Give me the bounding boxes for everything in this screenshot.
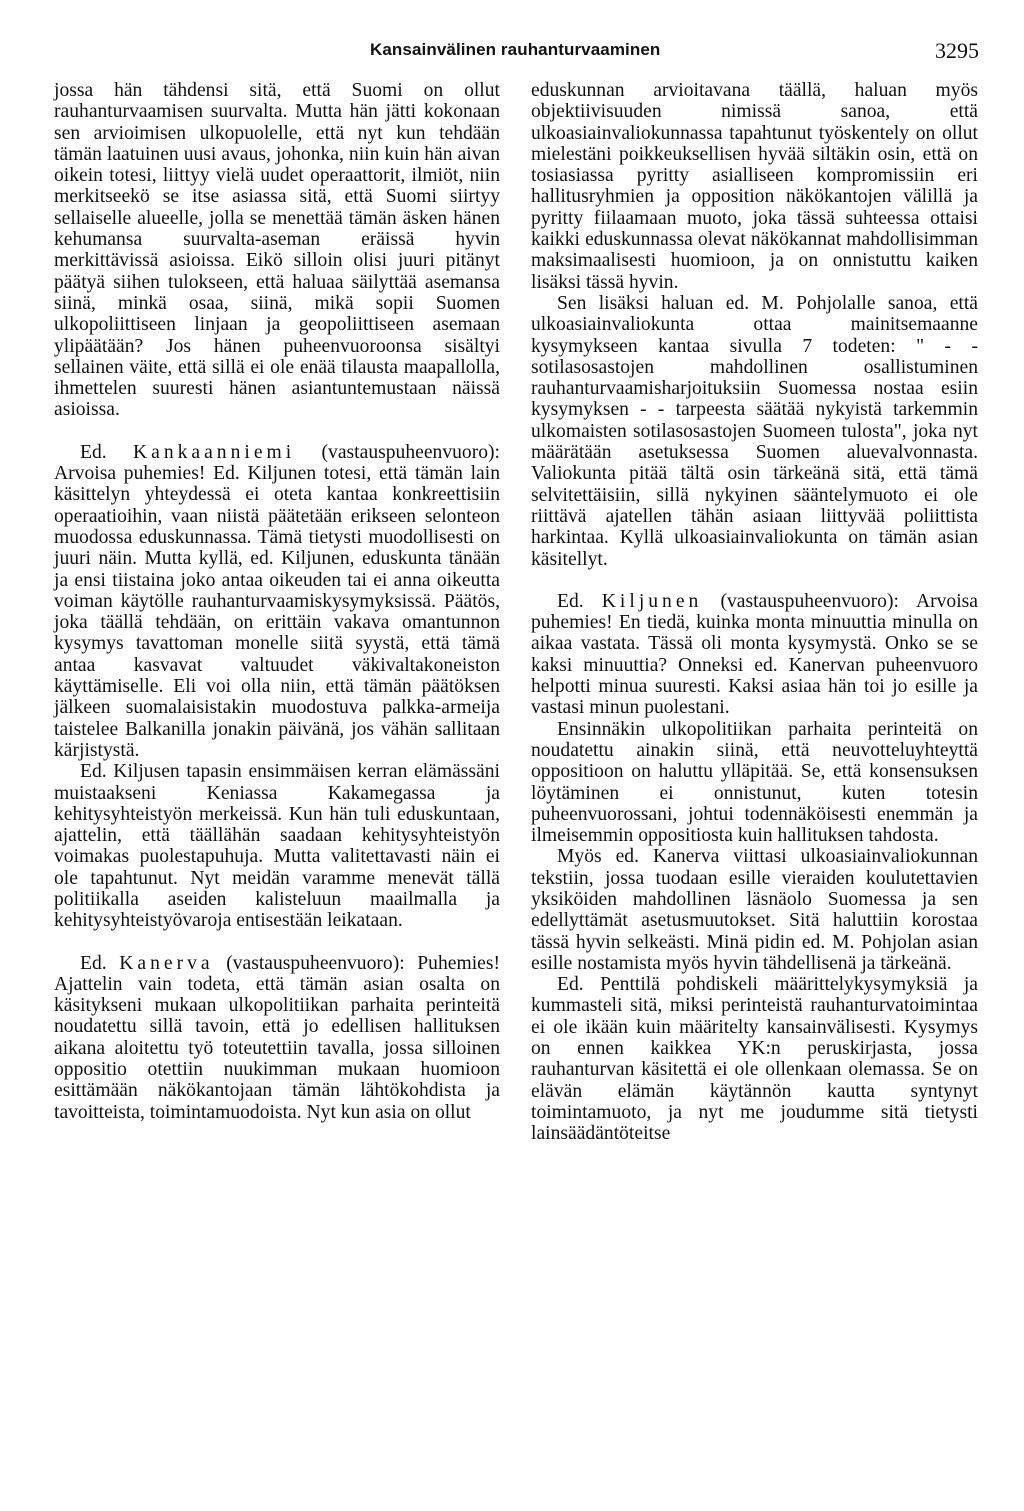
left-column	[54, 80, 500, 1123]
speech-kankaanniemi	[54, 442, 500, 761]
paragraph: jossa hän tähdensi sitä, että Suomi on ollut rauhanturvaamisen suurvalta. Mutta hän jätti kokonaan sen arvioimisen ulkopuolelle, että nyt kun tehdään tämän laatuinen uusi avaus, johonka, niin kuin hän aivan oikein totesi, liittyy vielä uudet operaattorit, ilmiöt, niin merkitseekö se itse asiassa sitä, että Suomi siirtyy sellaiselle alueelle, jolla se menettää tämän äsken hänen kehumansa suurvalta-aseman eräissä hyvin merkittävissä asioissa. Eikö silloin olisi juuri pitänyt päätyä siihen tulokseen, että haluaa säilyttää asemansa siinä, minkä osaa, siinä, mikä sopii Suomen ulkopoliittiseen linjaan ja geopoliittiseen asemaan ylipäätään? Jos hänen puheenvuoroonsa sisältyi sellainen väite, että sillä ei ole enää tilausta maapallolla, ihmettelen suuresti hänen asiantuntemustaan näissä asioissa.	[54, 80, 500, 421]
speaker-name: Kankaanniemi	[132, 441, 296, 463]
speech-text: (vastauspuheenvuoro): Arvoisa puhemies! En tiedä, kuinka monta minuuttia minulla on aikaa vastata. Tässä oli monta kysymystä. Onko se se kaksi minuuttia? Onneksi ed. Kanervan puheenvuoro helpotti minua suuresti. Kaksi asiaa hän toi jo esille ja vastasi minun puolestani.	[531, 590, 978, 719]
speaker-name: Kiljunen	[601, 590, 703, 612]
speech-text: (vastauspuheenvuoro): Puhemies! Ajattelin vain todeta, että tämän asian osalta on käsitykseni mukaan ulkopolitiikan parhaita perinteitä noudatettu sillä tavoin, että jo edellisen hallituksen aikana aloitettu työ toteutettiin tavalla, jossa silloinen oppositio otettiin nuukimman mukaan huomioon esittämään näkökantojaan tämän lähtökohdista ja tavoitteista, toimintamuodoista. Nyt kun asia on ollut	[54, 952, 500, 1123]
speaker-name: Kanerva	[119, 952, 214, 974]
speech-kanerva	[54, 953, 500, 1123]
running-title: Kansainvälinen rauhanturvaaminen	[370, 40, 661, 59]
right-column	[531, 80, 978, 1145]
paragraph: Ed. Penttilä pohdiskeli määrittelykysymyksiä ja kummasteli sitä, miksi perinteistä rauhanturvatoimintaa ei ole ikään kuin määritelty kansainvälisesti. Kysymys on ennen kaikkea YK:n peruskirjasta, jossa rauhanturvan käsitettä ei ole ollenkaan olemassa. Se on elävän elämän käytännön kautta syntynyt toimintamuoto, ja nyt me joudumme sitä tietysti lainsäädäntöteitse	[531, 974, 978, 1145]
page-number: 3295	[935, 38, 979, 63]
paragraph: Sen lisäksi haluan ed. M. Pohjolalle sanoa, että ulkoasiainvaliokunta ottaa mainitsemaanne kysymykseen kantaa sivulla 7 todeten: " - - sotilasosastojen mahdollinen osallistuminen rauhanturvaamisharjoituksiin Suomessa nostaa esiin kysymyksen - - tarpeesta säätää nykyistä tarkemmin ulkomaisten sotilasosastojen Suomeen tulosta", joka nyt määrätään asetuksessa Suomen aluevalvonnasta. Valiokunta pitää tältä osin tärkeänä sitä, että tämä selvitettäisiin, sillä nykyinen sääntelymuoto ei ole riittävä ajatellen tähän asiaan liittyvää poliittista harkintaa. Kyllä ulkoasiainvaliokunta on tämän asian käsitellyt.	[531, 292, 978, 570]
paragraph: Ensinnäkin ulkopolitiikan parhaita perinteitä on noudatettu ainakin siinä, että neuvotteluyhteyttä oppositioon on haluttu ylläpitää. Se, että konsensuksen löytäminen ei onnistunut, kuten totesin puheenvuorossani, johtui todennäköisesti enemmän ja ilmeisemmin oppositiosta kuin hallituksen tahdosta.	[531, 718, 978, 847]
paragraph: Myös ed. Kanerva viittasi ulkoasiainvaliokunnan tekstiin, jossa tuodaan esille vieraiden koulutettavien yksiköiden mahdollinen läsnäolo Suomessa ja sen edellyttämät asetusmuutokset. Sitä haluttiin korostaa tässä hyvin selkeästi. Minä pidin ed. M. Pohjolan asian esille nostamista myös hyvin tähdellisenä ja tärkeänä.	[531, 846, 978, 974]
paragraph: eduskunnan arvioitavana täällä, haluan myös objektiivisuuden nimissä sanoa, että ulkoasiainvaliokunnassa tapahtunut työskentely on ollut mielestäni poikkeuksellisen hyvää siltäkin osin, että on tosiasiassa pyritty asialliseen kompromissiin eri hallitusryhmien ja opposition näkökantojen välillä ja pyritty fiilaamaan muoto, joka tässä suhteessa ottaisi kaikki eduskunnassa olevat näkökannat mahdollisimman maksimaalisesti huomioon, ja on onnistuttu kaiken lisäksi tässä hyvin.	[531, 80, 978, 293]
speech-text: (vastauspuheenvuoro): Arvoisa puhemies! Ed. Kiljunen totesi, että tämän lain käsittelyn yhteydessä ei oteta kantaa konkreettisiin operaatioihin, vaan niistä päätetään erikseen selonteon muodossa eduskunnassa. Tämä tietysti muodollisesti on juuri näin. Mutta kyllä, ed. Kiljunen, eduskunta tänään ja ensi tiistaina joko antaa oikeuden tai ei anna oikeutta voiman käytölle rauhanturvaamiskysymyksissä. Päätös, joka täällä tehdään, on erittäin vakava omantunnon kysymys tavattoman monelle siitä syystä, että tämä antaa kasvavat valtuudet väkivaltakoneiston käyttämiselle. Eli voi olla niin, että tämän päätöksen jälkeen suomalaisistakin muodostuva palkka-armeija taistelee Balkanilla jonakin päivänä, jos vähän sallitaan kärjistystä.	[54, 441, 500, 761]
speech-prefix: Ed.	[557, 590, 584, 612]
paragraph: Ed. Kiljusen tapasin ensimmäisen kerran elämässäni muistaakseni Keniassa Kakamegassa ja kehitysyhteistyön merkeissä. Kun hän tuli eduskuntaan, ajattelin, että täällähän saadaan kehitysyhteistyön voimakas puolestapuhuja. Mutta valitettavasti näin ei ole tapahtunut. Nyt meidän varamme menevät tällä politiikalla aseiden kalisteluun maailmalla ja kehitysyhteistyövaroja entisestään leikataan.	[54, 761, 500, 932]
speech-prefix: Ed.	[80, 952, 107, 974]
page-header	[370, 40, 979, 70]
speech-prefix: Ed.	[80, 441, 107, 463]
speech-kiljunen	[531, 591, 978, 719]
